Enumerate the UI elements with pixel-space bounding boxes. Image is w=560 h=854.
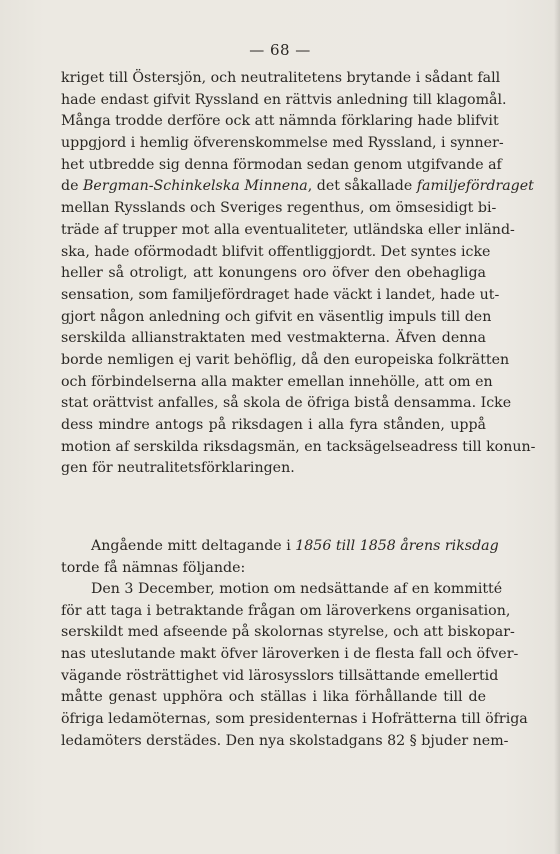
text-segment: torde få nämnas följande:	[61, 559, 246, 576]
text-line	[61, 350, 510, 372]
text-line	[61, 458, 486, 480]
text-segment: och förbindelserna alla makter emellan innehölle, att om en	[61, 373, 493, 390]
paragraph-riksdag-intro	[61, 536, 499, 579]
text-line	[61, 328, 486, 350]
italic-text: 1856 till 1858 årens riksdag	[295, 538, 499, 554]
text-line	[61, 731, 509, 753]
text-line	[61, 687, 486, 709]
text-segment: ledamöters derstädes. Den nya skolstadgans 82 § bjuder nem-	[61, 732, 509, 749]
text-segment: träde af trupper mot alla eventualiteter, utländska eller inländ-	[61, 221, 515, 238]
text-line	[61, 68, 501, 90]
text-segment: borde nemligen ej varit behöflig, då den europeiska folkrätten	[61, 351, 510, 368]
text-segment: serskildt med afseende på skolornas styrelse, och att biskopar-	[61, 624, 515, 641]
text-line	[61, 242, 491, 264]
text-segment: kriget till Östersjön, och neutralitetens brytande i sådant fall	[61, 70, 501, 86]
text-segment: gen för neutralitetsförklaringen.	[61, 460, 295, 477]
text-line	[61, 285, 500, 307]
text-line	[61, 372, 493, 394]
text-segment: uppgjord i hemlig öfverenskommelse med Ryssland, i synner-	[61, 135, 504, 152]
italic-text: Bergman-Schinkelska Minnena	[83, 178, 308, 195]
text-segment: vägande rösträttighet vid lärosysslors tillsättande emellertid	[61, 667, 499, 684]
text-line	[61, 393, 512, 415]
text-segment: stat orättvist anfalles, så skola de öfriga bistå densamma. Icke	[61, 395, 512, 412]
text-line	[61, 198, 497, 220]
text-line	[61, 437, 536, 459]
text-segment: het utbredde sig denna förmodan sedan genom utgifvande af	[61, 156, 502, 173]
text-segment: motion af serskilda riksdagsmän, en tacksägelseadress till konun-	[61, 438, 536, 455]
text-segment: dess mindre antogs på riksdagen i alla fyra stånden, uppå	[61, 417, 486, 433]
text-line	[61, 90, 507, 112]
text-line	[61, 558, 486, 580]
text-line	[61, 263, 486, 285]
text-line	[61, 536, 499, 558]
text-line	[61, 307, 492, 329]
text-line	[61, 666, 499, 688]
text-segment: Många trodde derföre ock att nämnda förklaring hade blifvit	[61, 113, 499, 130]
text-segment: Angående mitt deltagande i	[91, 538, 296, 554]
text-segment: ska, hade oförmodadt blifvit offentliggjordt. Det syntes icke	[61, 243, 491, 260]
text-line	[61, 579, 503, 601]
text-line	[61, 176, 534, 198]
text-line	[61, 133, 504, 155]
text-segment: heller så otroligt, att konungens oro öfver den obehagliga	[61, 265, 486, 282]
text-line	[61, 111, 499, 133]
text-line	[61, 601, 511, 623]
text-line	[61, 644, 519, 666]
paragraph-motion	[61, 579, 528, 753]
text-segment: gjort någon anledning och gifvit en väsentlig impuls till den	[61, 308, 492, 325]
text-segment: hade endast gifvit Ryssland en rättvis anledning till klagomål.	[61, 91, 507, 108]
text-segment: mellan Rysslands och Sveriges regenthus, om ömsesidigt bi-	[61, 200, 497, 217]
text-segment: de	[61, 178, 83, 195]
page-edge-shadow	[554, 0, 560, 854]
text-segment: för att taga i betraktande frågan om läroverkens organisation,	[61, 602, 511, 619]
text-segment: serskilda allianstraktaten med vestmakterna. Äfven denna	[61, 330, 486, 347]
text-segment: måtte genast upphöra och ställas i lika förhållande till de	[61, 689, 486, 706]
paragraph-neutrality	[61, 68, 536, 480]
text-line	[61, 220, 515, 242]
text-segment: sensation, som familjefördraget hade väckt i landet, hade ut-	[61, 286, 500, 303]
text-segment: , det såkallade	[307, 178, 417, 195]
text-line	[61, 622, 515, 644]
text-line	[61, 415, 486, 437]
page-number: — 68 —	[249, 41, 311, 59]
italic-text: familjefördraget	[416, 178, 534, 195]
text-line	[61, 155, 502, 177]
text-line	[61, 709, 528, 731]
text-segment: nas uteslutande makt öfver läroverken i de flesta fall och öfver-	[61, 646, 519, 663]
text-segment: Den 3 December, motion om nedsättande af en kommitté	[91, 581, 503, 597]
text-segment: öfriga ledamöternas, som presidenternas i Hofrätterna till öfriga	[61, 711, 528, 728]
